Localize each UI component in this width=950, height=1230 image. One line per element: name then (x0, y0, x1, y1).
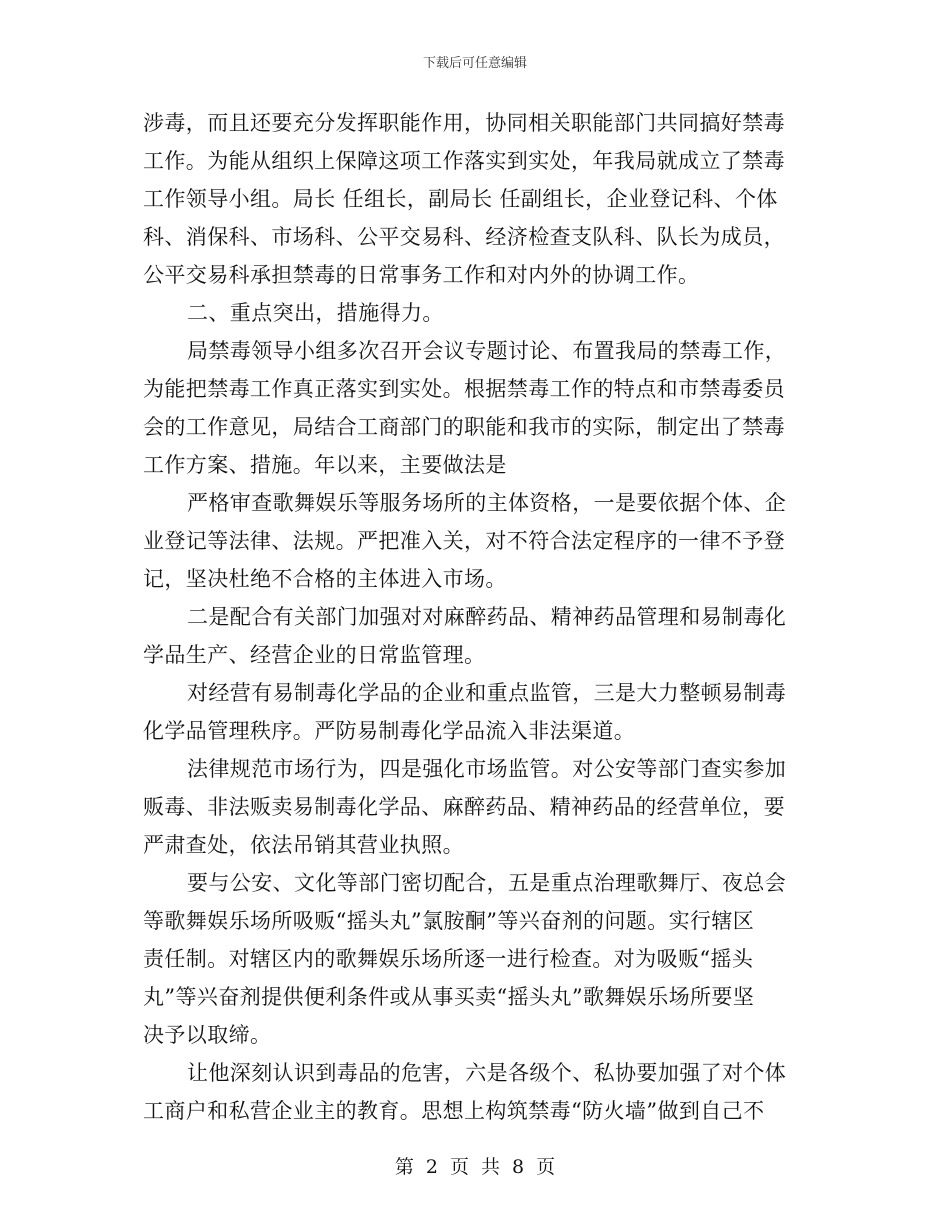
text-line: 决予以取缔。 (143, 1023, 272, 1047)
text-line: 学品生产、经营企业的日常监管理。 (143, 643, 486, 667)
text-line: 法律规范市场行为，四是强化市场监管。对公安等部门查实参加 (187, 757, 787, 781)
text-line: 丸”等兴奋剂提供便利条件或从事买卖“摇头丸”歌舞娱乐场所要坚 (143, 985, 755, 1009)
text-line: 贩毒、非法贩卖易制毒化学品、麻醉药品、精神药品的经营单位，要 (143, 795, 785, 819)
text-line: 严格审查歌舞娱乐等服务场所的主体资格，一是要依据个体、企 (187, 491, 787, 515)
text-line: 科、消保科、市场科、公平交易科、经济检查支队科、队长为成员， (143, 225, 785, 249)
text-line: 工商户和私营企业主的教育。思想上构筑禁毒“防火墙”做到自己不 (143, 1099, 765, 1123)
text-line: 化学品管理秩序。严防易制毒化学品流入非法渠道。 (143, 719, 636, 743)
text-line: 等歌舞娱乐场所吸贩“摇头丸”氯胺酮”等兴奋剂的问题。实行辖区 (143, 909, 755, 933)
text-line: 让他深刻认识到毒品的危害，六是各级个、私协要加强了对个体 (187, 1061, 787, 1085)
page-number: 第 2 页 共 8 页 (394, 1156, 556, 1178)
text-line: 业登记等法律、法规。严把准入关，对不符合法定程序的一律不予登 (143, 529, 785, 553)
text-line: 涉毒，而且还要充分发挥职能作用，协同相关职能部门共同搞好禁毒 (143, 111, 785, 135)
text-line: 工作方案、措施。年以来，主要做法是 (143, 453, 507, 477)
text-line: 公平交易科承担禁毒的日常事务工作和对内外的协调工作。 (143, 263, 700, 287)
text-line: 为能把禁毒工作真正落实到实处。根据禁毒工作的特点和市禁毒委员 (143, 377, 785, 401)
text-line: 会的工作意见，局结合工商部门的职能和我市的实际，制定出了禁毒 (143, 415, 785, 439)
text-line: 责任制。对辖区内的歌舞娱乐场所逐一进行检查。对为吸贩“摇头 (143, 947, 754, 971)
text-line: 工作领导小组。局长 任组长，副局长 任副组长，企业登记科、个体 (143, 187, 778, 211)
text-line: 要与公安、文化等部门密切配合，五是重点治理歌舞厅、夜总会 (187, 871, 787, 895)
text-line: 对经营有易制毒化学品的企业和重点监管，三是大力整顿易制毒 (187, 681, 787, 705)
section-heading: 二、重点突出，措施得力。 (187, 301, 444, 325)
text-line: 二是配合有关部门加强对对麻醉药品、精神药品管理和易制毒化 (187, 605, 787, 629)
text-line: 工作。为能从组织上保障这项工作落实到实处，年我局就成立了禁毒 (143, 149, 785, 173)
text-line: 局禁毒领导小组多次召开会议专题讨论、布置我局的禁毒工作， (187, 339, 787, 363)
text-line: 记，坚决杜绝不合格的主体进入市场。 (143, 567, 507, 591)
document-body (143, 104, 799, 1130)
page-header: 下载后可任意编辑 (422, 56, 527, 71)
text-line: 严肃查处，依法吊销其营业执照。 (143, 833, 464, 857)
